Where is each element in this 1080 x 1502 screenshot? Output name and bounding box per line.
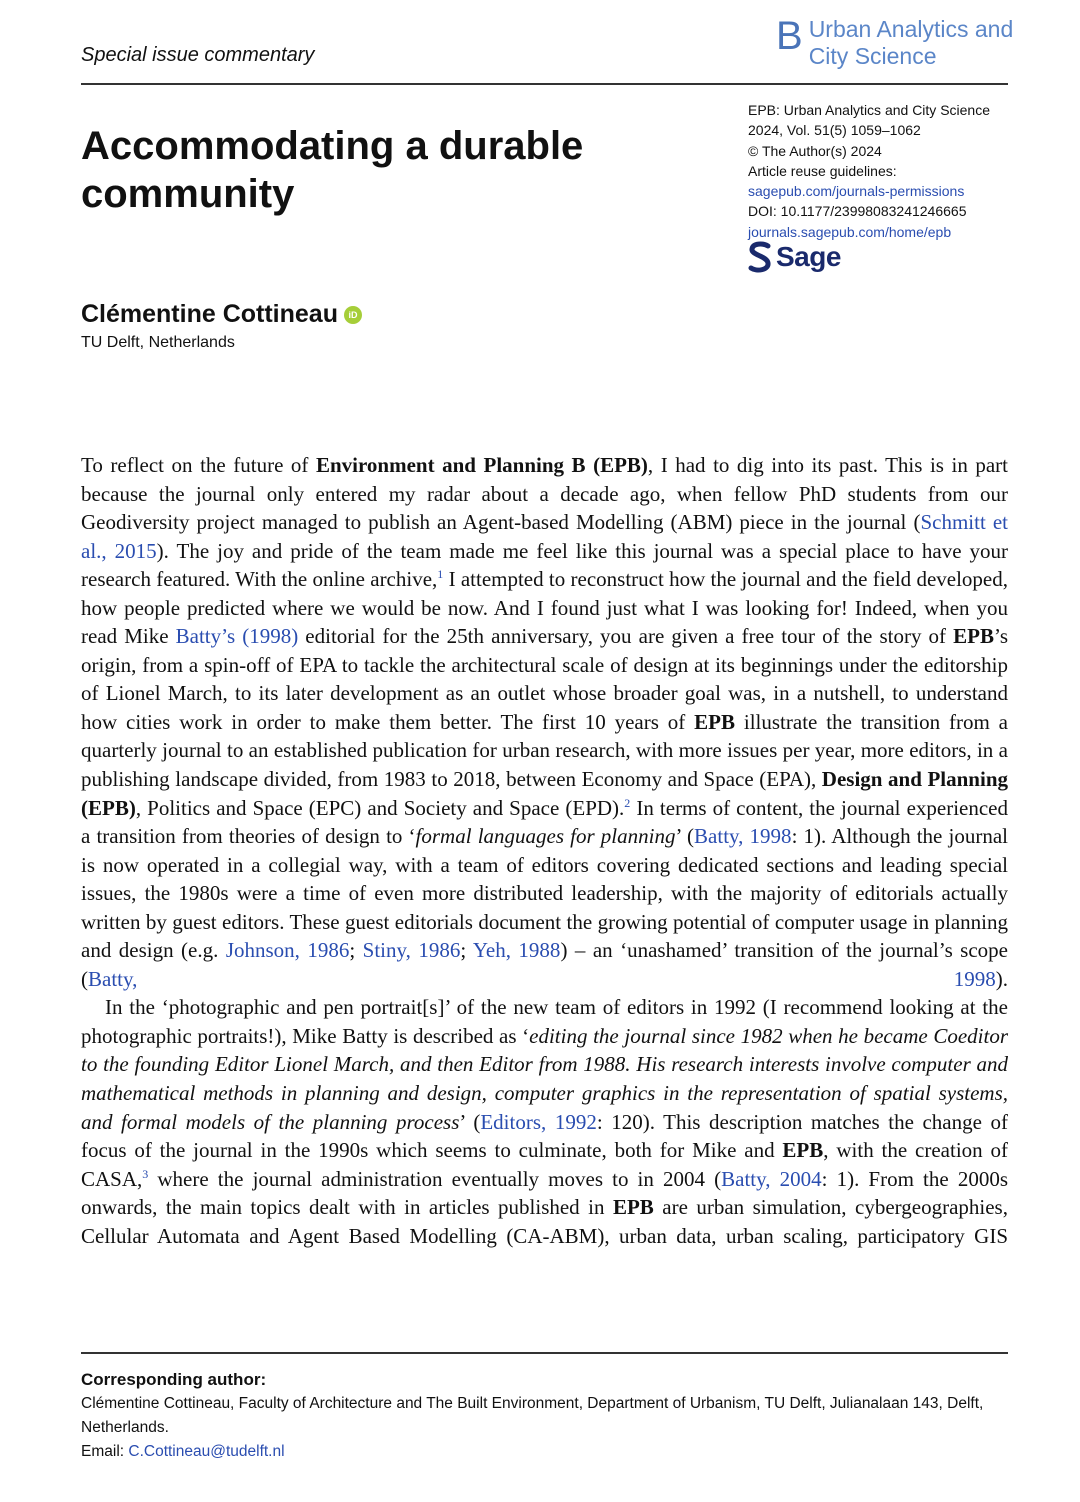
footer-divider	[81, 1352, 1008, 1354]
text: : 1). From the 2000s onwards, the main topics dealt with in articles published in	[81, 1166, 1008, 1220]
text: ;	[349, 938, 363, 963]
copyright: © The Author(s) 2024	[748, 142, 882, 159]
text: In the ‘photographic and pen portrait[s]’ of the new team of editors in 1992 (I recommend looking at the photographic portraits!), Mike Batty is described as ‘	[81, 995, 1008, 1048]
text: ).	[995, 966, 1008, 991]
title-line-2: community	[81, 172, 295, 216]
footer-email-line	[81, 1440, 1011, 1464]
section-label: Special issue commentary	[81, 44, 315, 66]
citation-link[interactable]: Stiny, 1986	[362, 938, 461, 963]
citation-link[interactable]: Schmitt et al., 2015	[81, 510, 1008, 563]
text: ’s origin, from a spin-off of EPA to tackle the architectural scale of design at its beginnings under the editorship of Lionel March, to its later development as an outlet whose broader goal was, in a nutshell, to understand how cities work in order to make them better. The first 10 years of	[81, 624, 1008, 734]
journal-logo-letter: B	[776, 14, 803, 58]
text: , Politics and Space (EPC) and Society and Space (EPD).	[135, 795, 625, 820]
bold-text: Design and Planning (EPB)	[81, 767, 1008, 820]
text: , with the creation of CASA,	[81, 1138, 1008, 1191]
text: In terms of content, the journal experienced a transition from theories of design to ‘	[81, 795, 1008, 849]
citation-link[interactable]: Batty, 2004	[721, 1166, 822, 1191]
citation-link[interactable]: Batty, 1998	[694, 824, 792, 849]
corresponding-author	[81, 1368, 1011, 1464]
title-line-1: Accommodating a durable	[81, 124, 584, 168]
text: : 1). Although the journal is now operated in a collegial way, with a team of editors covering dedicated sections and leading special issues, the 1980s were a time of even more distributed leadership, with the majority of editorials actually written by guest editors. These guest editorials document the growing potential of computer usage in planning and design (e.g.	[81, 824, 1008, 963]
footnote-ref[interactable]: 3	[142, 1166, 149, 1181]
author-name	[81, 300, 362, 329]
journal-logo-line2: City Science	[808, 43, 937, 69]
citation-link[interactable]: Editors, 1992	[480, 1109, 597, 1134]
email-link[interactable]: C.Cottineau@tudelft.nl	[128, 1443, 285, 1460]
volume-info: 2024, Vol. 51(5) 1059–1062	[748, 122, 921, 139]
footnote-ref[interactable]: 2	[624, 795, 631, 810]
author-name-text: Clémentine Cottineau	[81, 300, 338, 328]
text: ’ (	[675, 824, 695, 849]
journal-home-link[interactable]: journals.sagepub.com/home/epb	[748, 223, 952, 240]
reuse-label: Article reuse guidelines:	[748, 162, 897, 179]
citation-link[interactable]: Yeh, 1988	[472, 938, 561, 963]
italic-text: formal languages for planning	[415, 824, 676, 849]
paragraph-2	[81, 993, 1008, 1250]
publisher-name: Sage	[776, 241, 841, 272]
text: ) – an ‘unashamed’ transition of the journal’s scope (	[81, 938, 1008, 991]
bold-text: Environment and Planning B (EPB)	[315, 453, 648, 477]
text: , I had to dig into its past. This is in part because the journal only entered my radar about a decade ago, when fellow PhD students from our Geodiversity project managed to publish an Agent-based Modelling (ABM) piece in the journal (	[81, 453, 1008, 535]
citation-link[interactable]: Batty’s (1998)	[175, 624, 299, 649]
citation-link[interactable]: Johnson, 1986	[225, 938, 350, 963]
text: I attempted to reconstruct how the journal and the field developed, how people predicted where we would be now. And I found just what I was looking for! Indeed, when you read Mike	[81, 567, 1008, 649]
bold-text: EPB	[782, 1138, 824, 1163]
article-metadata	[748, 100, 1018, 242]
text: where the journal administration eventually moves to in 2004 (	[148, 1166, 722, 1191]
italic-text: editing the journal since 1982 when he became Coeditor to the founding Editor Lionel March, and then Editor from 1988. His research interests involve computer and mathematical methods in planning and design, computer graphics in the representation of spatial systems, and formal models of the planning process	[81, 1023, 1008, 1134]
text: ;	[460, 938, 473, 963]
text: : 120). This description matches the change of focus of the journal in the 1990s which seems to culminate, both for Mike and	[81, 1109, 1008, 1163]
author-affiliation: TU Delft, Netherlands	[81, 334, 235, 351]
journal-logo-text	[809, 16, 1014, 70]
text: are urban simulation, cybergeographies, Cellular Automata and Agent Based Modelling (CA-ABM), urban data, urban scaling, participatory GIS	[81, 1195, 1008, 1248]
text: ’ (	[459, 1109, 481, 1134]
article-title	[81, 122, 701, 218]
sage-s-icon	[748, 241, 772, 273]
footer-heading: Corresponding author:	[81, 1370, 267, 1389]
footnote-ref[interactable]: 1	[437, 567, 444, 582]
orcid-icon[interactable]: iD	[344, 306, 362, 324]
text: ). The joy and pride of the team made me feel like this journal was a special place to have your research featured. With the online archive,	[81, 538, 1008, 592]
journal-logo-line1: Urban Analytics and	[808, 16, 1014, 42]
text: To reflect on the future of	[81, 453, 316, 477]
paragraph-1	[81, 451, 1008, 993]
text: illustrate the transition from a quarterly journal to an established publication for urban research, with more issues per year, more editors, in a publishing landscape divided, from 1983 to 2018, between Economy and Space (EPA),	[81, 709, 1008, 792]
footer-address: Clémentine Cottineau, Faculty of Architecture and The Built Environment, Department of Urbanism, TU Delft, Julianalaan 143, Delft, Netherlands.	[81, 1395, 984, 1436]
bold-text: EPB	[694, 709, 735, 734]
email-label: Email:	[81, 1443, 129, 1460]
citation-link[interactable]: Batty, 1998	[88, 966, 996, 991]
text: editorial for the 25th anniversary, you are given a free tour of the story of	[298, 624, 954, 649]
doi[interactable]: DOI: 10.1177/23998083241246665	[748, 203, 967, 220]
bold-text: EPB	[953, 624, 994, 649]
publisher-logo[interactable]	[748, 241, 841, 273]
article-body	[81, 451, 1008, 1250]
journal-name: EPB: Urban Analytics and City Science	[748, 102, 991, 118]
header-divider	[81, 83, 1008, 85]
reuse-link[interactable]: sagepub.com/journals-permissions	[748, 183, 965, 200]
bold-text: EPB	[612, 1195, 654, 1220]
journal-logo[interactable]	[776, 14, 1013, 70]
